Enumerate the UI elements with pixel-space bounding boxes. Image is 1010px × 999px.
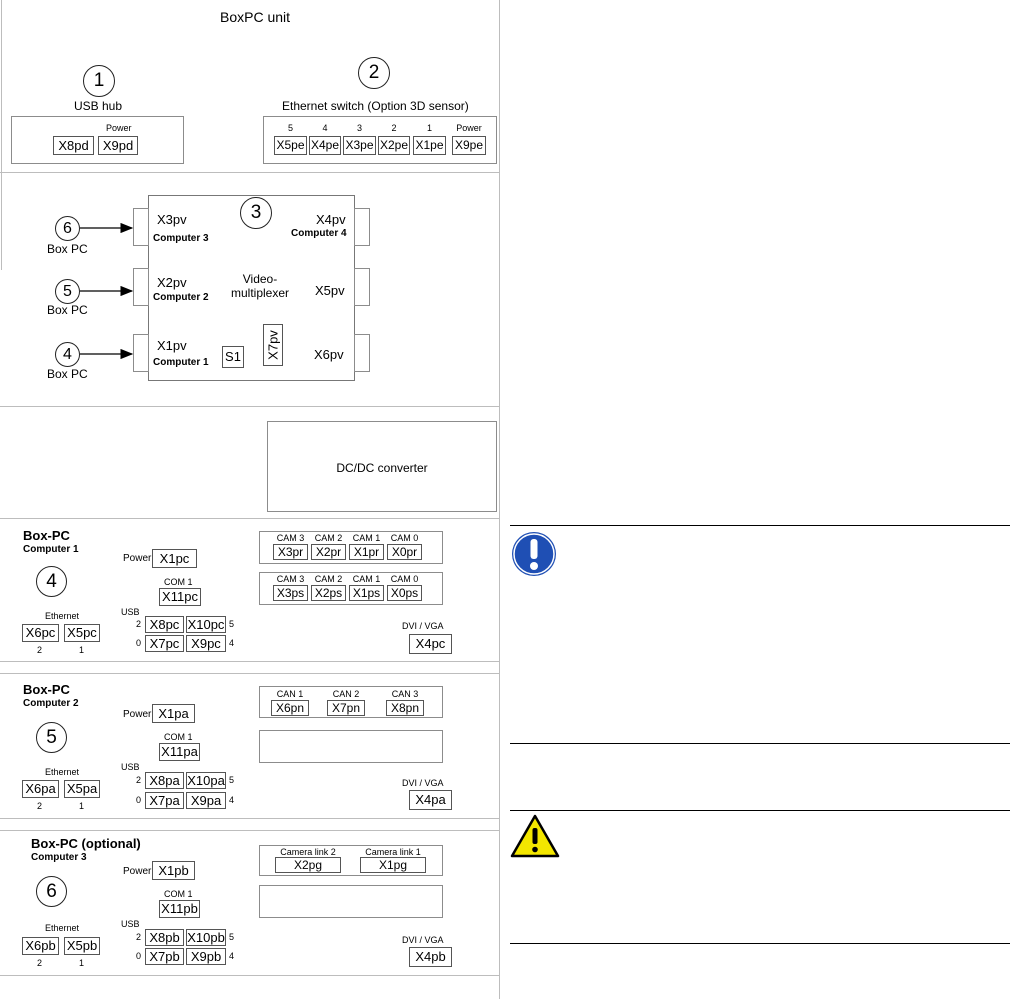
computer2-subtitle: Computer 2 [23,698,79,709]
section-divider-5 [0,673,500,674]
connector-x2pe: X2pe [378,136,410,155]
computer1-title: Box-PC [23,528,70,543]
input-5-label: Box PC [47,303,88,317]
computer1-com-label: COM 1 [164,577,193,587]
connector-x8pc: X8pc [145,616,184,633]
connector-x10pb: X10pb [187,930,225,945]
connector-x10pc: X10pc [187,617,225,632]
computer1-usb-n5: 5 [229,619,235,629]
computer2-usb-n4: 4 [229,795,235,805]
computer2-com-label: COM 1 [164,732,193,742]
computer3-eth-label: Ethernet [45,923,80,933]
connector-x8pb: X8pb [145,929,184,946]
x3pv-label: X3pv [157,212,187,227]
computer3-usb-n5: 5 [229,932,235,942]
connector-x11pa: X11pa [159,743,200,761]
usb-hub-number-circle: 1 [83,65,115,97]
usb-hub-power-label: Power [106,123,132,133]
connector-x2ps: X2ps [311,585,346,601]
input-5-circle: 5 [55,279,80,304]
connector-x8pn: X8pn [386,700,424,716]
connector-x0pr: X0pr [387,544,422,560]
computer1-usb-n2: 2 [136,619,142,629]
connector-x6pa: X6pa [22,780,59,798]
connector-x9pb: X9pb [186,948,226,965]
eth-port-number-3: 3 [356,123,362,133]
connector-x5pa: X5pa [64,780,100,798]
camlink-label-0: Camera link 2 [280,847,336,857]
connector-x1pr: X1pr [349,544,384,560]
computer3-subtitle: Computer 3 [31,852,87,863]
computer1-usb-n4: 4 [229,638,235,648]
warning-notice-bottom-rule [510,943,1010,944]
can-label-0: CAN 1 [276,689,304,699]
connector-x6pn: X6pn [271,700,309,716]
computer1-usb-label: USB [121,607,140,617]
computer1-number-circle: 4 [36,566,67,597]
ethernet-switch-label: Ethernet switch (Option 3D sensor) [282,99,469,113]
video-multiplexer-number-circle: 3 [240,197,272,229]
camlink-label-1: Camera link 1 [365,847,421,857]
video-multiplexer-label-1: Video- [242,272,278,286]
eth-port-number-2: 4 [322,123,328,133]
connector-x10pa: X10pa [187,773,225,788]
computer2-usb-n2: 2 [136,775,142,785]
computer-4-label: Computer 4 [291,228,347,239]
connector-x2pr: X2pr [311,544,346,560]
eth-port-number-6: Power [456,123,482,133]
cam-label-row2-0: CAM 3 [276,574,305,584]
connector-x7pv-label: X7pv [265,330,281,360]
input-6-circle: 6 [55,216,80,241]
connector-x11pc: X11pc [159,588,201,606]
computer1-eth-label: Ethernet [45,611,80,621]
connector-x9pa: X9pa [186,792,226,809]
eth-port-number-4: 2 [391,123,397,133]
connector-x6pc: X6pc [22,624,59,642]
section-divider-8 [0,975,500,976]
computer2-number-circle: 5 [36,722,67,753]
section-divider-3 [0,518,500,519]
section-divider-7 [0,830,500,831]
connector-x3pe: X3pe [343,136,376,155]
input-4-label: Box PC [47,367,88,381]
connector-x4pa: X4pa [409,790,452,810]
connector-x1pa: X1pa [152,704,195,723]
info-exclamation-icon [511,531,557,577]
computer1-power-label: Power [123,553,152,564]
connector-x7pc: X7pc [145,635,184,652]
computer-2-label: Computer 2 [153,292,209,303]
x2pv-label: X2pv [157,275,187,290]
input-6-label: Box PC [47,242,88,256]
computer1-subtitle: Computer 1 [23,544,79,555]
connector-x3ps: X3ps [273,585,308,601]
video-multiplexer-label-2: multiplexer [230,286,290,300]
computer1-eth-n1: 1 [79,645,85,655]
can-label-2: CAN 3 [391,689,419,699]
connector-x5pc: X5pc [64,624,100,642]
computer2-usb-n0: 0 [136,795,142,805]
input-arrows [0,0,500,400]
computer3-usb-n2: 2 [136,932,142,942]
computer2-eth-n1: 1 [79,801,85,811]
connector-x6pb: X6pb [22,937,59,955]
cam-label-row1-3: CAM 0 [390,533,419,543]
dcdc-converter-label: DC/DC converter [336,461,428,475]
connector-x7pn: X7pn [327,700,365,716]
computer3-title: Box-PC (optional) [31,836,141,851]
connector-x0ps: X0ps [387,585,422,601]
computer3-usb-n4: 4 [229,951,235,961]
cam-label-row1-1: CAM 2 [314,533,343,543]
computer2-eth-label: Ethernet [45,767,80,777]
computer2-eth-n2: 2 [37,801,43,811]
computer3-usb-n0: 0 [136,951,142,961]
input-4-circle: 4 [55,342,80,367]
section-divider-6 [0,818,500,819]
cam-label-row1-0: CAM 3 [276,533,305,543]
connector-x8pd: X8pd [53,136,94,155]
computer3-usb-label: USB [121,919,140,929]
computer3-power-label: Power [123,866,152,877]
computer-1-label: Computer 1 [153,357,209,368]
computer3-dvi-label: DVI / VGA [402,935,444,945]
section-divider-2 [0,406,500,407]
connector-x3pr: X3pr [273,544,308,560]
connector-x5pb: X5pb [64,937,100,955]
connector-x9pd: X9pd [98,136,138,155]
computer2-dvi-label: DVI / VGA [402,778,444,788]
eth-port-number-1: 5 [287,123,293,133]
computer1-eth-n2: 2 [37,645,43,655]
connector-x1pb: X1pb [152,861,195,880]
connector-x4pe: X4pe [309,136,341,155]
x1pv-label: X1pv [157,338,187,353]
connector-x1pc: X1pc [152,549,197,568]
computer3-com-label: COM 1 [164,889,193,899]
x4pv-label: X4pv [316,212,346,227]
connector-x5pe: X5pe [274,136,307,155]
connector-x7pa: X7pa [145,792,184,809]
computer3-number-circle: 6 [36,876,67,907]
usb-hub-label: USB hub [74,99,123,113]
boxpc-unit-title: BoxPC unit [220,9,291,25]
computer1-dvi-label: DVI / VGA [402,621,444,631]
switch-s1: S1 [222,346,244,368]
connector-x8pa: X8pa [145,772,184,789]
computer3-eth-n2: 2 [37,958,43,968]
info-notice-top-rule [510,525,1010,526]
connector-x4pb: X4pb [409,947,452,967]
connector-x1ps: X1ps [349,585,384,601]
x5pv-label: X5pv [315,283,345,298]
connector-x2pg: X2pg [275,857,341,873]
cam-label-row1-2: CAM 1 [352,533,381,543]
x6pv-label: X6pv [314,347,344,362]
connector-x7pb: X7pb [145,948,184,965]
ethernet-switch-number-circle: 2 [358,57,390,89]
section-divider-4 [0,661,500,662]
computer2-empty-box [259,730,443,763]
computer3-eth-n1: 1 [79,958,85,968]
computer1-usb-n0: 0 [136,638,142,648]
warning-notice-top-rule [510,810,1010,811]
computer2-power-label: Power [123,709,152,720]
computer2-usb-label: USB [121,762,140,772]
connector-x4pc: X4pc [409,634,452,654]
computer2-usb-n5: 5 [229,775,235,785]
can-label-1: CAN 2 [332,689,360,699]
connector-x1pg: X1pg [360,857,426,873]
connector-x1pe: X1pe [413,136,446,155]
connector-x9pc: X9pc [186,635,226,652]
computer3-empty-box [259,885,443,918]
warning-triangle-icon [510,814,560,858]
computer-3-label: Computer 3 [153,233,209,244]
connector-x9pe: X9pe [452,136,486,155]
info-notice-bottom-rule [510,743,1010,744]
cam-label-row2-3: CAM 0 [390,574,419,584]
eth-port-number-5: 1 [426,123,432,133]
cam-label-row2-2: CAM 1 [352,574,381,584]
computer2-title: Box-PC [23,682,70,697]
cam-label-row2-1: CAM 2 [314,574,343,584]
connector-x11pb: X11pb [159,900,200,918]
